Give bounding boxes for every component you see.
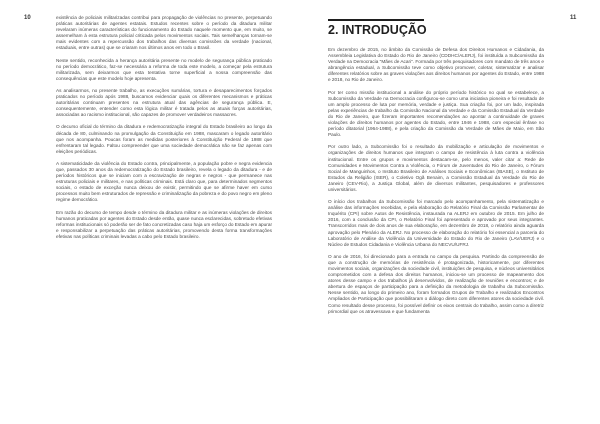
right-paragraph-4: O início dos trabalhos da Subcomissão foi marcado pelo acompanhamento, pela sistematização e análise das informações recebidas, e pela elaboração do Relatório Final da Comissão Parlamentar de Inquérito (CPI) sobre Autos de Resistência, instaurada na ALERJ em outubro de 2015. Em julho de 2016, com a conclusão da CPI, o Relatório Final foi apresentado e aprovado por seus integrantes. Transcorridos mais de dois anos de sua elaboração, em dezembro de 2018, o relatório ainda aguarda aprovação pelo Plenário da ALERJ. No processo de elaboração do relatório foi essencial a parceria do Laboratório de Análise da Violência da Universidade do Estado do Rio de Janeiro (LAV/UERJ) e o Núcleo de Estudos Cidadania e Violência Urbana do NECVU/UFRJ. (328, 199, 544, 247)
right-page-body (328, 19, 544, 321)
right-paragraph-5: O ano de 2016, foi direcionado para a entrada no campo da pesquisa. Partindo da compreensão de que a construção de memórias de resistência é protagonizada, historicamente, por diferentes movimentos sociais, organizações da sociedade civil, instituições de pesquisa, e núcleos universitários comprometidos com a defesa dos direitos humanos, iniciou-se um processo de mapeamento dos atores desse campo e dos trabalhos já desenvolvidos, de realização de reuniões e encontros; e de abertura de espaços de participação para a definição da metodologia de trabalho da Subcomissão. Nesse sentido, ao longo do primeiro ano, foram formados Grupos de Trabalho e realizados Encontros Ampliados de Participação que possibilitaram o diálogo direto com diferentes atores da sociedade civil. Como resultado desse processo, foi possível definir os eixos centrais do trabalho, assim como a diretriz primordial que os atravessava e que fundamenta (328, 253, 544, 314)
left-paragraph-4: O decurso oficial do término da ditadura e redemocratização integral do Estado brasileiro ao longo da década de 80, culminando na promulgação da Constituição em 1988, mascaram o legado autoritário que nos acompanha. Poucas foram as medidas posteriores à Constituição Federal de 1988 que enfrentaram tal legado. Faltou compreender que uma sociedade democrática não se faz apenas com eleições periódicas. (56, 124, 272, 154)
left-page-body (56, 15, 272, 246)
left-paragraph-5: A sistematicidade da violência do Estado contra, principalmente, a população pobre e negra evidencia que, passados 30 anos da redemocratização do Estado brasileiro, revela o legado da ditadura - e de períodos históricos que se iniciam com a escravização de negras e negros - que permanece nas estruturas policiais e militares, e nas políticas criminais. Está claro que, para determinados segmentos sociais, o estado de exceção nunca deixou de existir, permitindo que se afirme haver em curso processos muito bem estruturados de repressão e criminalização da pobreza e do povo negro em pleno regime democrático. (56, 160, 273, 203)
section-heading: 2. INTRODUÇÃO (328, 23, 427, 37)
left-paragraph-2: Neste sentido, reconhecida a herança autoritária presente no modelo de segurança pública praticado no período democrático, faz-se necessária a reforma de toda este modelo, a começar pela estrutura militarizada, sem deixarmos que esta tentativa torne superficial a nossa compreensão das consequências que este modelo hoje apresenta. (56, 57, 272, 81)
left-paragraph-3: As analisarmos, no presente trabalho, as execuções sumárias, tortura e desaparecimentos forçados praticados no período após 1988, buscamos evidenciar quais os diferentes mecanismos e práticas autoritárias continuam presentes na estrutura atual das agências de segurança pública. E, consequentemente, entender como esta lógica militar é tratada pelos as atuais forças autoritárias, associadas ao racismo institucional, são capazes de promover verdadeiros massacres. (56, 87, 272, 118)
right-paragraph-2: Por ter como missão institucional a análise do próprio período histórico no qual se estabelece, a Subcomissão da Verdade na Democracia configurou-se como uma iniciativa pioneira e foi resultado de um amplo processo de luta por memória, verdade e justiça. Sua criação foi, por um lado, inspirada pelas experiências de trabalho da Comissão Nacional da Verdade e da Comissão Estadual da Verdade do Rio de Janeiro, que fizeram importantes recomendações ao apontar a continuidade de graves violações de direitos humanos por agentes do Estado, entre 1946 e 1988, com especial ênfase no período ditatorial (1964-1988), e pela criação da Comissão da Verdade de Mães de Maio, em São Paulo. (328, 89, 544, 138)
right-page-number: 11 (570, 15, 577, 21)
right-paragraph-3: Por outro lado, a Subcomissão foi o resultado da mobilização e articulação de movimentos e organizações de direitos humanos que integram o campo de resistência à luta contra a violência institucional. Entre os grupos e movimentos destacam-se, pelo menos, valer citar a: Rede de Comunidades e Movimentos Contra a Violência, o Fórum de Juventudes do Rio de Janeiro, o Fórum Social de Manguinhos, o Instituto Brasileiro de Análises Sociais e Econômicas (IBASE), o Instituto de Estudos da Religião (ISER), o Coletivo Ogã Benaim, a Comissão Estadual da Verdade do Rio de Janeiro (CEV-Rio), a Justiça Global, além de diversos militantes, pesquisadores e professores universitários. (328, 144, 544, 192)
left-paragraph-6: Em razão do decurso de tempo desde o término da ditadura militar e as inúmeras violações de direitos humanos praticadas por agentes do Estado desde então, quase nunca esclarecidas, sobretudo efetivas reformas institucionais só poderão ser de fato concretizadas caso haja um esforço do Estado em apurar e responsabilizar a perpetuação das práticas autoritárias, promovendo desta forma transformações efetivas nas políticas criminais levadas a cabo pelo Estado brasileiro. (56, 209, 273, 239)
left-paragraph-1: existência de policiais militarizadas contribui para propagação de violências no presente, perpetuando práticas autoritárias de agentes estatais. Estudos recentes sobre o período da ditadura militar revelaram inúmeras características do funcionamento do Estado naquele momento que, em muito, se assemelham à esta estrutura policial criticada pelos movimentos sociais. Tais semelhanças tornam-se mais evidentes com a repercussão dos trabalhos das diversas comissões da verdade (nacional, estaduais, entre outras) que se criaram nos últimos anos em todo o Brasil. (56, 15, 272, 51)
left-page-number: 10 (24, 15, 31, 21)
right-paragraph-1: Em dezembro de 2015, no âmbito da Comissão de Defesa dos Direitos Humanos e Cidadania, da Assembleia Legislativa do Estado do Rio de Janeiro (CDDHC/ALERJ), foi instituída a Subcomissão da Verdade na Democracia "Mães de Acari". Formada por três pesquisadores com mandato de três anos e abrangência estadual, a Subcomissão teve como objetivo promover, coletar, sistematizar e analisar diferentes relatórios sobre as graves violações aos direitos humanos por agentes do Estado, entre 1988 e 2018, no Rio de Janeiro. (328, 47, 545, 83)
